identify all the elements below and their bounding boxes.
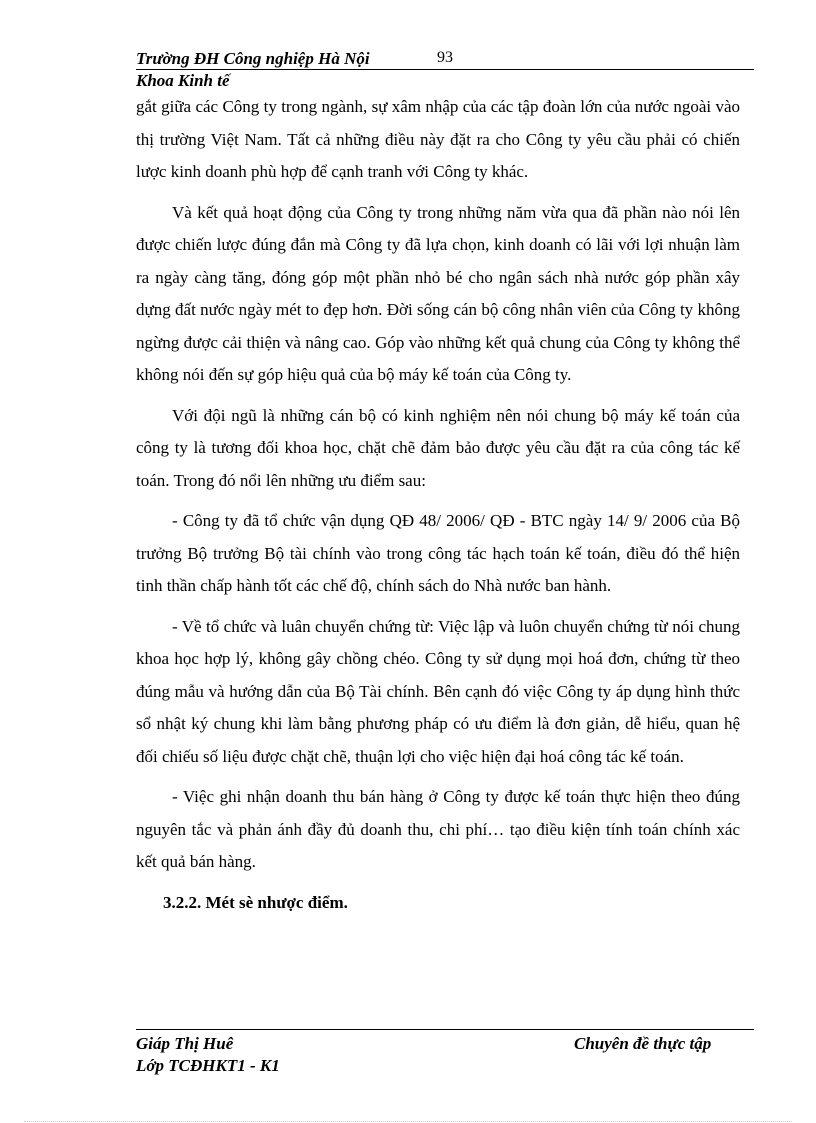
footer-author: Giáp Thị Huê (136, 1034, 234, 1053)
paragraph-2: Và kết quả hoạt động của Công ty trong những năm vừa qua đã phần nào nói lên được chiến lược đúng đắn mà Công ty đã lựa chọn, kinh doanh có lãi với lợi nhuận làm ra ngày càng tăng, đóng góp một phần nhỏ bé cho ngân sách nhà nước góp phần xây dựng đất nước ngày mét to đẹp hơn. Đời sống cán bộ công nhân viên của Công ty không ngừng được cải thiện và nâng cao. Góp vào những kết quả chung của Công ty không thể không nói đến sự góp hiệu quả của bộ máy kế toán của Công ty. (136, 202, 740, 384)
footer-doc-type: Chuyên đề thực tập (574, 1034, 712, 1053)
page-number: 93 (437, 49, 453, 66)
paragraph-3: Với đội ngũ là những cán bộ có kinh nghiệm nên nói chung bộ máy kế toán của công ty là tương đối khoa học, chặt chẽ đảm bảo được yêu cầu đặt ra của công tác kế toán. Trong đó nổi lên những ưu điểm sau: (136, 405, 740, 490)
paragraph-4: - Công ty đã tổ chức vận dụng QĐ 48/ 2006/ QĐ - BTC ngày 14/ 9/ 2006 của Bộ trưởng Bộ trưởng Bộ tài chính vào trong công tác hạch toán kế toán, điều đó thể hiện tinh thần chấp hành tốt các chế độ, chính sách do Nhà nước ban hành. (136, 511, 740, 595)
page-bottom-border (24, 1121, 792, 1122)
footer-class: Lớp TCĐHKT1 - K1 (136, 1056, 280, 1075)
header-school-name: Trường ĐH Công nghiệp Hà Nội (136, 49, 370, 68)
paragraph-1: gắt giữa các Công ty trong ngành, sự xâm nhập của các tập đoàn lớn của nước ngoài vào thị trường Việt Nam. Tất cả những điều này đặt ra cho Công ty yêu cầu phải có chiến lược kinh doanh phù hợp để cạnh tranh với Công ty khác. (136, 97, 740, 181)
header-rule (136, 49, 754, 70)
header-department: Khoa Kinh tế (136, 71, 230, 90)
document-body (136, 91, 740, 919)
footer-left (136, 1033, 280, 1077)
footer-rule (136, 1029, 754, 1030)
paragraph-6: - Việc ghi nhận doanh thu bán hàng ở Công ty được kế toán thực hiện theo đúng nguyên tắc và phản ánh đầy đủ doanh thu, chi phí… tạo điều kiện tính toán chính xác kết quả bán hàng. (136, 787, 740, 871)
section-heading: 3.2.2. Mét sè nhược điểm. (163, 892, 348, 912)
paragraph-5: - Về tổ chức và luân chuyển chứng từ: Việc lập và luôn chuyển chứng từ nói chung khoa học hợp lý, không gây chồng chéo. Công ty sử dụng mọi hoá đơn, chứng từ theo đúng mẫu và hướng dẫn của Bộ Tài chính. Bên cạnh đó việc Công ty áp dụng hình thức sổ nhật ký chung khi làm bằng phương pháp có ưu điểm là đơn giản, dễ hiểu, quan hệ đối chiếu số liệu được chặt chẽ, thuận lợi cho việc hiện đại hoá công tác kế toán. (136, 616, 740, 766)
